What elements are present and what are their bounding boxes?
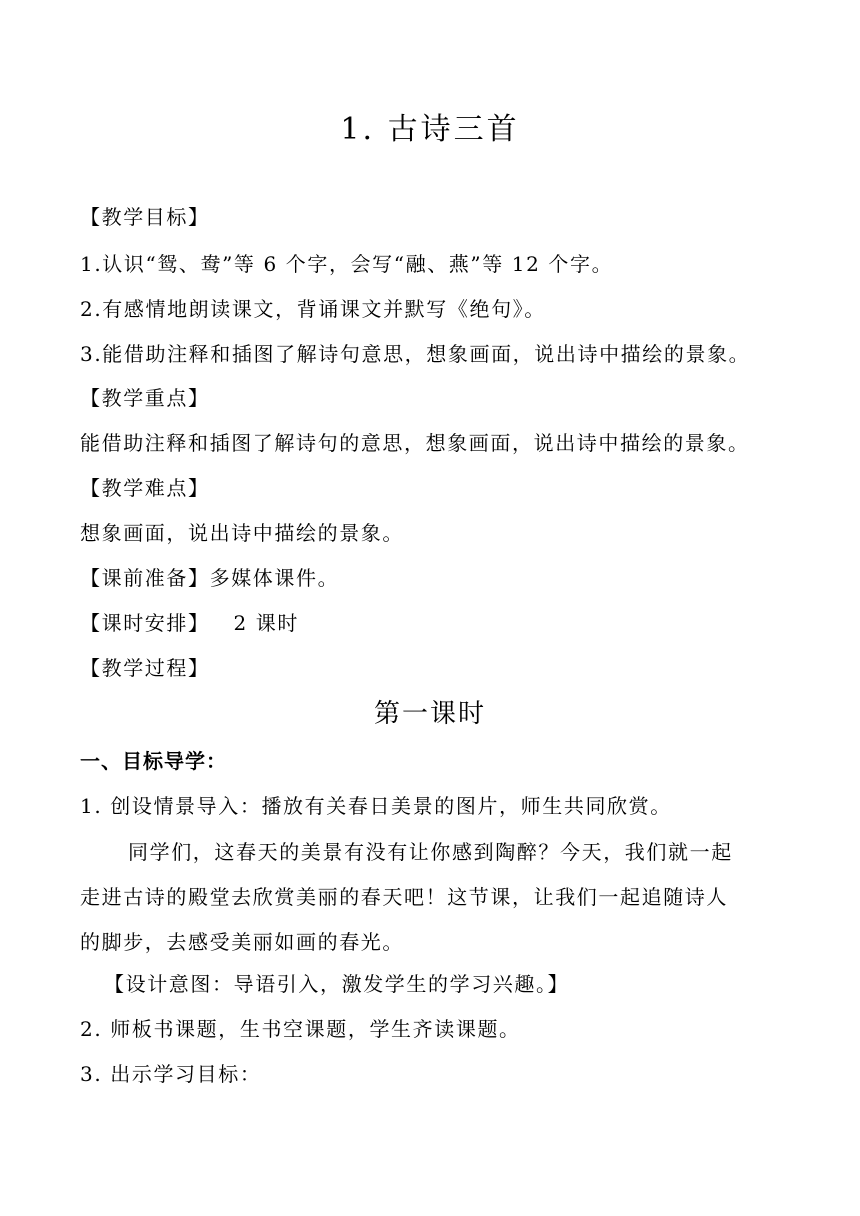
paragraph-line-2: 走进古诗的殿堂去欣赏美丽的春天吧！这节课，让我们一起追随诗人 — [80, 885, 728, 909]
section-1-heading: 一、目标导学： — [80, 749, 227, 773]
step-2-text: 2. 师板书课题，生书空课题，学生齐读课题。 — [80, 1017, 521, 1041]
key-points-text: 能借助注释和插图了解诗句的意思，想象画面，说出诗中描绘的景象。 — [80, 431, 750, 455]
goal-item-2: 2.有感情地朗读课文，背诵课文并默写《绝句》。 — [80, 297, 546, 321]
goals-heading: 【教学目标】 — [80, 205, 210, 229]
lesson-title: 第一课时 — [373, 699, 486, 729]
step-1-text: 1. 创设情景导入：播放有关春日美景的图片，师生共同欣赏。 — [80, 794, 672, 818]
difficulty-text: 想象画面，说出诗中描绘的景象。 — [80, 521, 404, 545]
paragraph-line-1: 同学们，这春天的美景有没有让你感到陶醉？今天，我们就一起 — [128, 840, 733, 864]
preparation-text: 【课前准备】多媒体课件。 — [80, 566, 340, 590]
goal-item-3: 3.能借助注释和插图了解诗句意思，想象画面，说出诗中描绘的景象。 — [80, 342, 751, 366]
step-3-text: 3. 出示学习目标： — [80, 1062, 262, 1086]
difficulty-heading: 【教学难点】 — [80, 476, 210, 500]
process-heading: 【教学过程】 — [80, 656, 210, 680]
document-title: 1. 古诗三首 — [340, 112, 520, 147]
paragraph-line-3: 的脚步，去感受美丽如画的春光。 — [80, 930, 404, 954]
schedule-text: 【课时安排】 2 课时 — [80, 611, 299, 635]
design-intent-text: 【设计意图：导语引入，激发学生的学习兴趣。】 — [104, 972, 570, 996]
key-points-heading: 【教学重点】 — [80, 386, 210, 410]
goal-item-1: 1.认识“鸳、鸯”等 6 个字，会写“融、燕”等 12 个字。 — [80, 252, 614, 276]
